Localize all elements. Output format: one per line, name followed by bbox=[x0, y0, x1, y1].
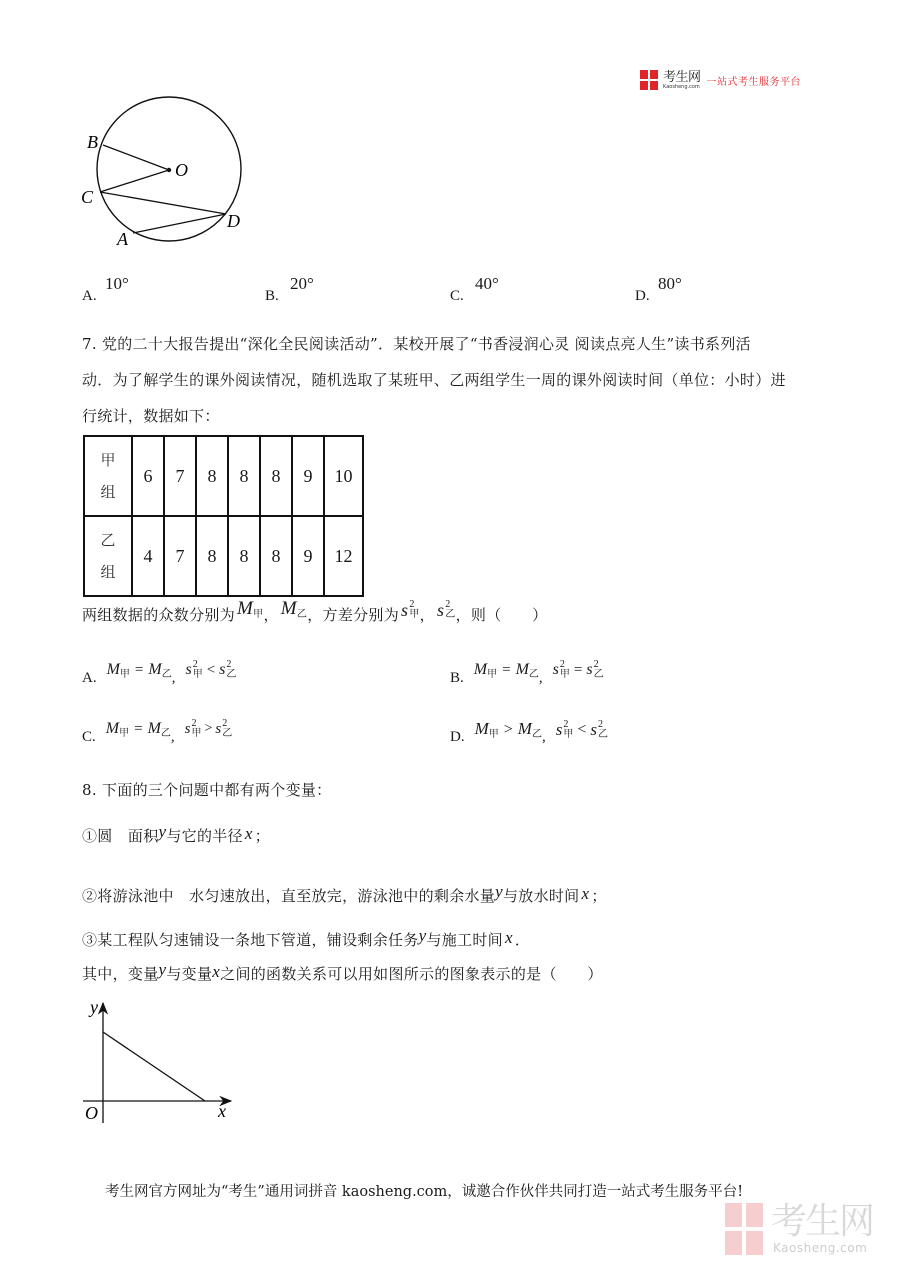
relation-1: = bbox=[134, 720, 143, 737]
m-yi: $M_乙$ bbox=[147, 719, 171, 739]
row-header-2: 组 bbox=[100, 563, 116, 581]
table-cell: 8 bbox=[228, 436, 260, 516]
m-jia: $M_甲$ bbox=[106, 660, 130, 680]
label-B: B bbox=[87, 132, 98, 152]
q7-line-2: 动．为了解学生的课外阅读情况，随机选取了某班甲、乙两组学生一周的课外阅读时间（单位：小时）进 bbox=[82, 371, 786, 389]
row-header-1: 甲 bbox=[100, 451, 116, 469]
m-yi: $M_乙$ bbox=[148, 660, 172, 680]
m-jia: $M_甲$ bbox=[473, 660, 498, 680]
s2-yi: s 2 乙 bbox=[436, 599, 456, 620]
q8-question: 其中，变量y与变量x之间的函数关系可以用如图所示的图象表示的是（ ） bbox=[82, 960, 603, 983]
segment-CO bbox=[100, 170, 169, 192]
q8-item-1: ①圆 面积y与它的半径 x ； bbox=[82, 822, 271, 845]
segment-CD bbox=[100, 192, 226, 214]
table-cell: 9 bbox=[292, 516, 324, 596]
footer-text: 考生网官方网址为“考生”通用词拼音 kaosheng.com，诚邀合作伙伴共同打造一站式考生服务平台! bbox=[105, 1184, 744, 1200]
relation-2: > bbox=[204, 721, 213, 736]
q7-question-text-2: ，方差分别为 bbox=[307, 605, 400, 624]
s2-jia: s 2 甲 bbox=[185, 659, 203, 680]
relation-1: > bbox=[503, 720, 513, 738]
s2-jia: s 2 甲 bbox=[401, 599, 420, 620]
relation-2: = bbox=[573, 661, 583, 678]
label-O: O bbox=[175, 160, 188, 180]
q8-item-2: ②将游泳池中 水匀速放出，直至放完，游泳池中的剩余水量y与放水时间 x ； bbox=[82, 882, 607, 905]
q6-option-d-value: 80° bbox=[658, 274, 682, 293]
s2-jia: s 2 甲 bbox=[184, 718, 202, 739]
s2-yi: s 2 乙 bbox=[586, 659, 604, 680]
q7-question bbox=[82, 598, 548, 625]
q7-question-text-3: ，则（ ） bbox=[455, 605, 548, 624]
linear-graph bbox=[75, 995, 245, 1125]
q7-option-c: C. $M_甲$ = $M_乙$ , s 2 甲 > s 2 乙 bbox=[82, 718, 233, 745]
table-cell: 8 bbox=[260, 436, 292, 516]
s2-jia: s 2 甲 bbox=[555, 718, 574, 740]
comma: ， bbox=[263, 605, 279, 624]
watermark-mark-icon bbox=[725, 1203, 765, 1255]
m-yi: $M_乙$ bbox=[517, 719, 542, 740]
table-cell: 9 bbox=[292, 436, 324, 516]
logo-cn: 考生网 bbox=[663, 69, 701, 85]
header-logo bbox=[640, 70, 701, 90]
logo-en: Kaosheng.com bbox=[663, 83, 700, 90]
q6-option-a-value: 10° bbox=[105, 274, 129, 293]
watermark-en: Kaosheng.com bbox=[773, 1241, 868, 1255]
header-slogan: 一站式考生服务平台 bbox=[706, 76, 802, 88]
s2-yi: s 2 乙 bbox=[215, 718, 233, 739]
relation-1: = bbox=[134, 661, 144, 678]
q6-option-b-value: 20° bbox=[290, 274, 314, 293]
relation-2: < bbox=[577, 720, 587, 738]
option-letter: A. bbox=[82, 669, 97, 686]
table-cell: 8 bbox=[196, 516, 228, 596]
watermark-cn: 考生网 bbox=[771, 1201, 874, 1242]
q7-line-1: 7. 党的二十大报告提出“深化全民阅读活动”．某校开展了“书香浸润心灵 阅读点亮人生”读书系列活 bbox=[82, 335, 751, 353]
table-cell: 6 bbox=[132, 436, 164, 516]
row-header bbox=[84, 516, 132, 596]
q7-option-d: D. $M_甲$ > $M_乙$ , s 2 甲 < s 2 乙 bbox=[450, 718, 608, 745]
q8-item-3: ③某工程队匀速铺设一条地下管道，铺设剩余任务y与施工时间 x ． bbox=[82, 926, 531, 949]
m-yi: $M_乙$ bbox=[280, 598, 308, 620]
m-jia: $M_甲$ bbox=[237, 598, 264, 620]
m-yi: $M_乙$ bbox=[515, 660, 539, 680]
q6-option-b-letter: B. bbox=[265, 288, 279, 304]
row-header-1: 乙 bbox=[100, 531, 116, 549]
table-cell: 8 bbox=[260, 516, 292, 596]
option-letter: C. bbox=[82, 728, 96, 745]
origin-label: O bbox=[85, 1103, 98, 1123]
center-point bbox=[167, 168, 171, 172]
x-axis-label: x bbox=[218, 1101, 226, 1121]
y-axis-label: y bbox=[90, 997, 98, 1017]
q7-question-text-1: 两组数据的众数分别为 bbox=[82, 605, 236, 624]
q8-intro: 8. 下面的三个问题中都有两个变量： bbox=[82, 781, 332, 799]
q7-line-3: 行统计，数据如下： bbox=[82, 407, 220, 425]
q7-option-b: B. $M_甲$ = $M_乙$ , s 2 甲 = s 2 乙 bbox=[450, 659, 604, 686]
m-jia: $M_甲$ bbox=[105, 719, 130, 739]
q6-option-c-letter: C. bbox=[450, 288, 464, 304]
comma: ， bbox=[419, 605, 435, 624]
relation-2: < bbox=[206, 661, 216, 678]
relation-1: = bbox=[502, 661, 511, 678]
row-header bbox=[84, 436, 132, 516]
table-row-jia bbox=[84, 436, 363, 516]
table-cell: 10 bbox=[324, 436, 363, 516]
q6-option-d-letter: D. bbox=[635, 288, 650, 304]
segment-BO bbox=[103, 145, 169, 170]
s2-jia: s 2 甲 bbox=[552, 659, 570, 680]
circle-figure bbox=[70, 90, 270, 260]
q6-option-c-value: 40° bbox=[475, 274, 499, 293]
table-row-yi bbox=[84, 516, 363, 596]
reading-time-table bbox=[83, 435, 364, 597]
label-D: D bbox=[227, 211, 240, 231]
header bbox=[640, 70, 801, 90]
option-letter: D. bbox=[450, 729, 465, 745]
table-cell: 7 bbox=[164, 516, 196, 596]
q6-option-a-letter: A. bbox=[82, 288, 97, 304]
decreasing-line bbox=[103, 1032, 205, 1101]
table-cell: 4 bbox=[132, 516, 164, 596]
table-cell: 8 bbox=[196, 436, 228, 516]
segment-AD bbox=[133, 214, 226, 233]
table-cell: 8 bbox=[228, 516, 260, 596]
watermark-logo bbox=[725, 1203, 873, 1255]
option-letter: B. bbox=[450, 669, 464, 686]
table-cell: 12 bbox=[324, 516, 363, 596]
label-C: C bbox=[81, 187, 94, 207]
m-jia: $M_甲$ bbox=[474, 719, 499, 740]
s2-yi: s 2 乙 bbox=[219, 659, 237, 680]
table-cell: 7 bbox=[164, 436, 196, 516]
q7-option-a: A. $M_甲$ = $M_乙$ , s 2 甲 < s 2 乙 bbox=[82, 659, 237, 686]
label-A: A bbox=[117, 229, 128, 249]
logo-mark-icon bbox=[640, 70, 660, 90]
row-header-2: 组 bbox=[100, 483, 116, 501]
s2-yi: s 2 乙 bbox=[590, 718, 608, 740]
